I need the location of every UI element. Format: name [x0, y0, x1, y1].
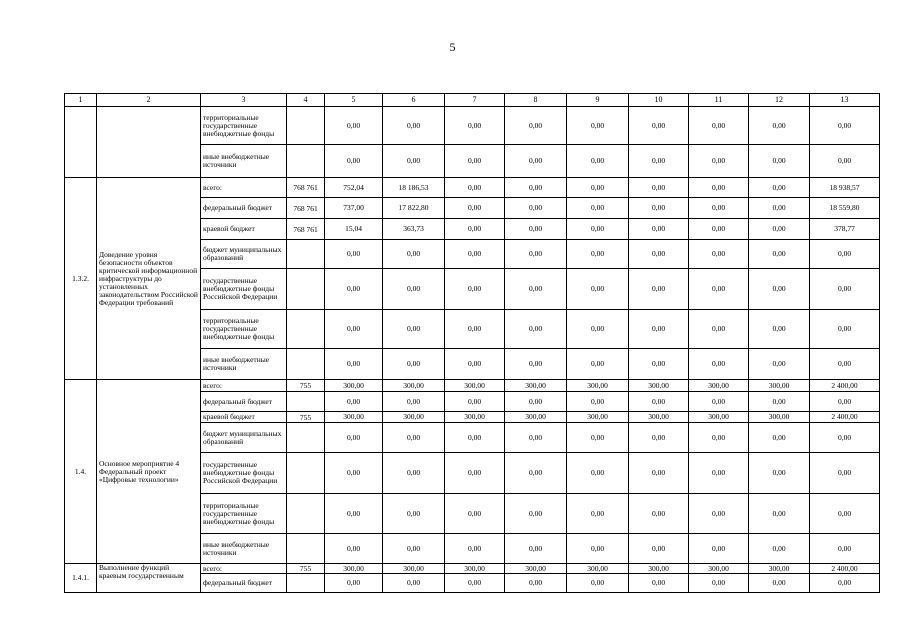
amount-cell: 0,00: [749, 178, 810, 198]
budget-code: [287, 534, 325, 564]
amount-cell: 0,00: [810, 107, 880, 145]
amount-cell: 0,00: [505, 574, 567, 593]
amount-cell: 0,00: [325, 574, 383, 593]
amount-cell: 0,00: [567, 178, 629, 198]
amount-cell: 2 400,00: [810, 380, 880, 392]
amount-cell: 0,00: [505, 107, 567, 145]
funding-source: федеральный бюджет: [201, 574, 287, 593]
amount-cell: 0,00: [325, 145, 383, 178]
amount-cell: 0,00: [445, 198, 505, 219]
amount-cell: 0,00: [749, 240, 810, 269]
amount-cell: 0,00: [445, 240, 505, 269]
funding-source: федеральный бюджет: [201, 198, 287, 219]
budget-code: 768 761: [287, 198, 325, 219]
amount-cell: 0,00: [567, 198, 629, 219]
amount-cell: 0,00: [445, 219, 505, 240]
amount-cell: 0,00: [505, 423, 567, 453]
column-header-12: 12: [749, 94, 810, 107]
amount-cell: 300,00: [445, 564, 505, 574]
amount-cell: 300,00: [505, 564, 567, 574]
amount-cell: 0,00: [629, 494, 689, 534]
item-number: [65, 107, 97, 178]
amount-cell: 300,00: [629, 412, 689, 423]
amount-cell: 0,00: [445, 178, 505, 198]
amount-cell: 0,00: [505, 494, 567, 534]
amount-cell: 0,00: [445, 145, 505, 178]
amount-cell: 0,00: [810, 310, 880, 349]
column-header-4: 4: [287, 94, 325, 107]
amount-cell: 0,00: [629, 145, 689, 178]
amount-cell: 0,00: [810, 453, 880, 494]
amount-cell: 0,00: [629, 534, 689, 564]
amount-cell: 0,00: [505, 145, 567, 178]
amount-cell: 0,00: [749, 392, 810, 412]
funding-source: федеральный бюджет: [201, 392, 287, 412]
amount-cell: 0,00: [505, 310, 567, 349]
amount-cell: 0,00: [325, 494, 383, 534]
amount-cell: 0,00: [689, 574, 749, 593]
budget-code: [287, 107, 325, 145]
budget-code: [287, 423, 325, 453]
amount-cell: 300,00: [749, 412, 810, 423]
budget-code: [287, 574, 325, 593]
funding-source: краевой бюджет: [201, 219, 287, 240]
amount-cell: 300,00: [505, 412, 567, 423]
item-name: Выполнение функций краевым государственным: [97, 564, 201, 593]
amount-cell: 0,00: [689, 145, 749, 178]
amount-cell: 300,00: [689, 412, 749, 423]
amount-cell: 0,00: [505, 219, 567, 240]
amount-cell: 0,00: [383, 269, 445, 310]
amount-cell: 0,00: [383, 534, 445, 564]
amount-cell: 0,00: [325, 453, 383, 494]
budget-code: [287, 349, 325, 380]
amount-cell: 300,00: [383, 380, 445, 392]
amount-cell: 0,00: [325, 534, 383, 564]
amount-cell: 0,00: [383, 392, 445, 412]
amount-cell: 0,00: [445, 453, 505, 494]
budget-code: 755: [287, 380, 325, 392]
amount-cell: 0,00: [629, 240, 689, 269]
amount-cell: 0,00: [629, 349, 689, 380]
amount-cell: 0,00: [567, 310, 629, 349]
amount-cell: 0,00: [567, 219, 629, 240]
column-header-5: 5: [325, 94, 383, 107]
amount-cell: 300,00: [689, 380, 749, 392]
item-name: Основное мероприятие 4 Федеральный проект «Цифровые технологии»: [97, 380, 201, 564]
funding-source: всего:: [201, 178, 287, 198]
budget-code: [287, 310, 325, 349]
column-header-8: 8: [505, 94, 567, 107]
amount-cell: 0,00: [689, 269, 749, 310]
amount-cell: 0,00: [689, 240, 749, 269]
budget-code: 755: [287, 412, 325, 423]
amount-cell: 300,00: [629, 564, 689, 574]
amount-cell: 0,00: [445, 392, 505, 412]
amount-cell: 0,00: [749, 198, 810, 219]
column-header-3: 3: [201, 94, 287, 107]
amount-cell: 0,00: [567, 107, 629, 145]
item-name: Доведение уровня безопасности объектов критической информационной инфраструктуры до установленных законодательством Российской Федерации требований: [97, 178, 201, 380]
column-header-6: 6: [383, 94, 445, 107]
amount-cell: 0,00: [629, 392, 689, 412]
amount-cell: 737,00: [325, 198, 383, 219]
funding-source: всего:: [201, 380, 287, 392]
funding-source: иные внебюджетные источники: [201, 145, 287, 178]
budget-code: [287, 494, 325, 534]
amount-cell: 0,00: [445, 269, 505, 310]
amount-cell: 0,00: [445, 310, 505, 349]
amount-cell: 752,04: [325, 178, 383, 198]
amount-cell: 0,00: [505, 269, 567, 310]
amount-cell: 0,00: [689, 534, 749, 564]
column-header-13: 13: [810, 94, 880, 107]
amount-cell: 0,00: [629, 198, 689, 219]
amount-cell: 0,00: [689, 310, 749, 349]
amount-cell: 2 400,00: [810, 564, 880, 574]
table-row: [65, 380, 880, 392]
budget-code: [287, 392, 325, 412]
amount-cell: 18 186,53: [383, 178, 445, 198]
amount-cell: 0,00: [567, 269, 629, 310]
amount-cell: 0,00: [749, 219, 810, 240]
funding-source: бюджет муниципальных образований: [201, 240, 287, 269]
amount-cell: 0,00: [567, 392, 629, 412]
amount-cell: 0,00: [567, 349, 629, 380]
amount-cell: 300,00: [629, 380, 689, 392]
item-number: 1.4.1.: [65, 564, 97, 593]
amount-cell: 0,00: [629, 107, 689, 145]
amount-cell: 0,00: [749, 310, 810, 349]
budget-code: [287, 145, 325, 178]
amount-cell: 0,00: [445, 349, 505, 380]
amount-cell: 300,00: [567, 564, 629, 574]
amount-cell: 0,00: [325, 392, 383, 412]
table-row: [65, 564, 880, 574]
amount-cell: 0,00: [629, 574, 689, 593]
amount-cell: 0,00: [505, 534, 567, 564]
column-header-11: 11: [689, 94, 749, 107]
amount-cell: 0,00: [629, 219, 689, 240]
amount-cell: 0,00: [383, 107, 445, 145]
amount-cell: 0,00: [383, 494, 445, 534]
funding-source: территориальные государственные внебюджетные фонды: [201, 494, 287, 534]
amount-cell: 0,00: [749, 574, 810, 593]
amount-cell: 0,00: [567, 145, 629, 178]
amount-cell: 0,00: [445, 107, 505, 145]
amount-cell: 0,00: [689, 178, 749, 198]
column-header-9: 9: [567, 94, 629, 107]
amount-cell: 0,00: [810, 392, 880, 412]
amount-cell: 300,00: [749, 564, 810, 574]
funding-source: бюджет муниципальных образований: [201, 423, 287, 453]
amount-cell: 300,00: [567, 412, 629, 423]
amount-cell: 0,00: [567, 423, 629, 453]
amount-cell: 0,00: [383, 240, 445, 269]
amount-cell: 0,00: [810, 423, 880, 453]
amount-cell: 0,00: [749, 534, 810, 564]
amount-cell: 300,00: [383, 412, 445, 423]
amount-cell: 0,00: [629, 310, 689, 349]
amount-cell: 0,00: [567, 453, 629, 494]
amount-cell: 0,00: [749, 423, 810, 453]
header-row: [65, 94, 880, 107]
amount-cell: 0,00: [505, 349, 567, 380]
amount-cell: 0,00: [383, 423, 445, 453]
amount-cell: 0,00: [383, 574, 445, 593]
budget-code: 768 761: [287, 178, 325, 198]
amount-cell: 0,00: [445, 574, 505, 593]
funding-source: территориальные государственные внебюджетные фонды: [201, 310, 287, 349]
amount-cell: 300,00: [325, 380, 383, 392]
amount-cell: 0,00: [445, 423, 505, 453]
budget-table: [64, 93, 880, 593]
budget-code: [287, 269, 325, 310]
budget-code: 768 761: [287, 219, 325, 240]
amount-cell: 0,00: [567, 534, 629, 564]
amount-cell: 0,00: [383, 453, 445, 494]
funding-source: территориальные государственные внебюджетные фонды: [201, 107, 287, 145]
amount-cell: 300,00: [445, 380, 505, 392]
amount-cell: 300,00: [445, 412, 505, 423]
amount-cell: 0,00: [810, 269, 880, 310]
amount-cell: 300,00: [325, 564, 383, 574]
amount-cell: 0,00: [689, 219, 749, 240]
amount-cell: 0,00: [325, 240, 383, 269]
amount-cell: 0,00: [445, 494, 505, 534]
amount-cell: 0,00: [325, 423, 383, 453]
amount-cell: 300,00: [383, 564, 445, 574]
item-name: [97, 107, 201, 178]
amount-cell: 0,00: [810, 349, 880, 380]
amount-cell: 0,00: [689, 198, 749, 219]
amount-cell: 0,00: [689, 107, 749, 145]
amount-cell: 18 559,80: [810, 198, 880, 219]
amount-cell: 0,00: [505, 453, 567, 494]
budget-code: 755: [287, 564, 325, 574]
amount-cell: 0,00: [383, 349, 445, 380]
amount-cell: 0,00: [567, 240, 629, 269]
amount-cell: 2 400,00: [810, 412, 880, 423]
amount-cell: 0,00: [629, 423, 689, 453]
column-header-1: 1: [65, 94, 97, 107]
amount-cell: 15,04: [325, 219, 383, 240]
amount-cell: 0,00: [689, 494, 749, 534]
amount-cell: 0,00: [567, 574, 629, 593]
amount-cell: 0,00: [445, 534, 505, 564]
funding-source: иные внебюджетные источники: [201, 534, 287, 564]
funding-source: всего:: [201, 564, 287, 574]
table-row: [65, 178, 880, 198]
amount-cell: 0,00: [629, 178, 689, 198]
amount-cell: 18 938,57: [810, 178, 880, 198]
item-number: 1.4.: [65, 380, 97, 564]
funding-source: иные внебюджетные источники: [201, 349, 287, 380]
amount-cell: 300,00: [505, 380, 567, 392]
funding-source: краевой бюджет: [201, 412, 287, 423]
amount-cell: 378,77: [810, 219, 880, 240]
amount-cell: 0,00: [383, 145, 445, 178]
amount-cell: 0,00: [505, 198, 567, 219]
amount-cell: 300,00: [749, 380, 810, 392]
amount-cell: 363,73: [383, 219, 445, 240]
amount-cell: 0,00: [567, 494, 629, 534]
amount-cell: 0,00: [689, 349, 749, 380]
funding-source: государственные внебюджетные фонды Российской Федерации: [201, 453, 287, 494]
budget-code: [287, 240, 325, 269]
amount-cell: 0,00: [689, 453, 749, 494]
amount-cell: 0,00: [505, 178, 567, 198]
amount-cell: 0,00: [749, 453, 810, 494]
amount-cell: 0,00: [689, 392, 749, 412]
amount-cell: 0,00: [810, 494, 880, 534]
column-header-2: 2: [97, 94, 201, 107]
table-row: [65, 107, 880, 145]
amount-cell: 0,00: [325, 107, 383, 145]
amount-cell: 300,00: [689, 564, 749, 574]
amount-cell: 0,00: [629, 453, 689, 494]
amount-cell: 0,00: [505, 240, 567, 269]
amount-cell: 0,00: [810, 534, 880, 564]
amount-cell: 0,00: [629, 269, 689, 310]
amount-cell: 0,00: [689, 423, 749, 453]
amount-cell: 0,00: [749, 349, 810, 380]
amount-cell: 0,00: [810, 145, 880, 178]
amount-cell: 17 822,80: [383, 198, 445, 219]
amount-cell: 300,00: [325, 412, 383, 423]
amount-cell: 0,00: [749, 494, 810, 534]
page-number: 5: [449, 40, 456, 54]
amount-cell: 0,00: [810, 574, 880, 593]
amount-cell: 0,00: [325, 310, 383, 349]
amount-cell: 0,00: [383, 310, 445, 349]
amount-cell: 0,00: [749, 145, 810, 178]
amount-cell: 0,00: [325, 349, 383, 380]
column-header-10: 10: [629, 94, 689, 107]
amount-cell: 0,00: [505, 392, 567, 412]
amount-cell: 0,00: [810, 240, 880, 269]
budget-code: [287, 453, 325, 494]
amount-cell: 0,00: [325, 269, 383, 310]
column-header-7: 7: [445, 94, 505, 107]
amount-cell: 300,00: [567, 380, 629, 392]
table-body: [65, 107, 880, 593]
item-number: 1.3.2.: [65, 178, 97, 380]
funding-source: государственные внебюджетные фонды Российской Федерации: [201, 269, 287, 310]
amount-cell: 0,00: [749, 269, 810, 310]
amount-cell: 0,00: [749, 107, 810, 145]
